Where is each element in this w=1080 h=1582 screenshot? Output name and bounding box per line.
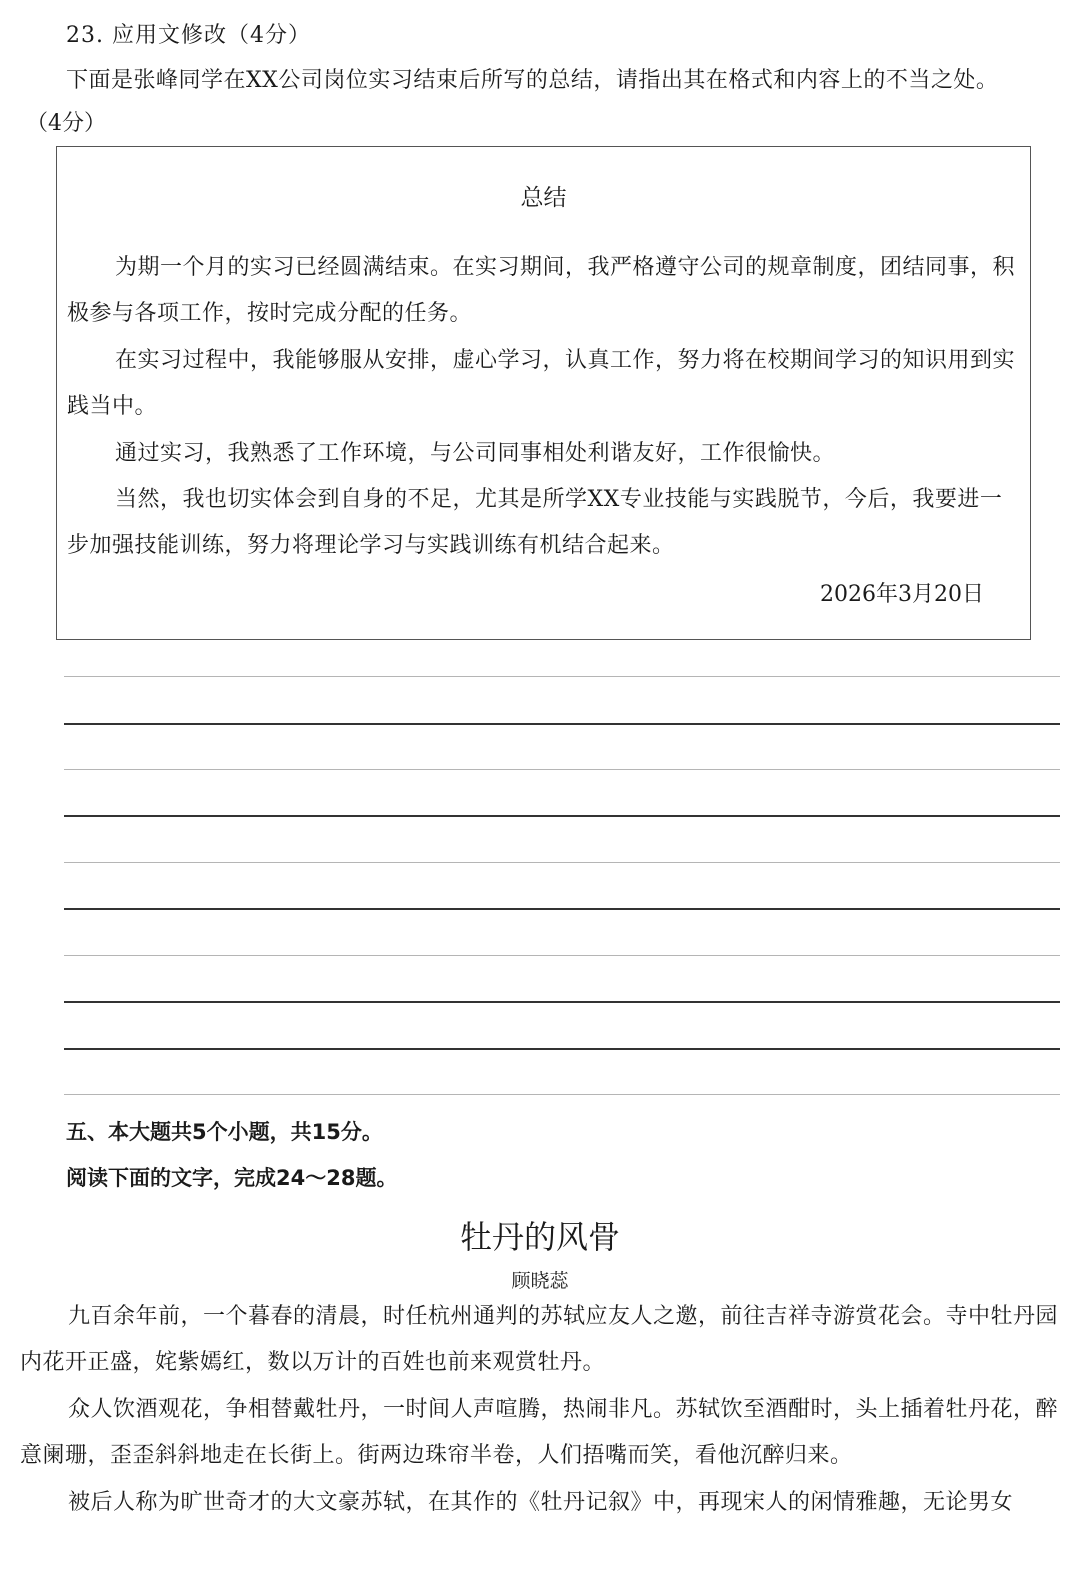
answer-line[interactable]: [64, 862, 1060, 863]
answer-line[interactable]: [64, 908, 1060, 910]
answer-line[interactable]: [64, 1048, 1060, 1050]
summary-title: 总结: [520, 185, 567, 211]
question-title: 23. 应用文修改（4分）: [66, 23, 311, 48]
answer-line[interactable]: [64, 815, 1060, 817]
summary-paragraph: 当然，我也切实体会到自身的不足，尤其是所学XX专业技能与实践脱节，今后，我要进一步加强技能训练，努力将理论学习与实践训练有机结合起来。: [67, 487, 1003, 558]
summary-paragraph: 通过实习，我熟悉了工作环境，与公司同事相处利谐友好，工作很愉快。: [115, 441, 836, 466]
summary-date: 2026年3月20日: [820, 582, 984, 607]
summary-paragraph: 为期一个月的实习已经圆满结束。在实习期间，我严格遵守公司的规章制度，团结同事，积极参与各项工作，按时完成分配的任务。: [67, 255, 1016, 326]
answer-line[interactable]: [64, 769, 1060, 770]
article-paragraph: 众人饮酒观花，争相替戴牡丹，一时间人声喧腾，热闹非凡。苏轼饮至酒酣时，头上插着牡丹花，醉意阑珊，歪歪斜斜地走在长街上。街两边珠帘半卷，人们捂嘴而笑，看他沉醉归来。: [20, 1397, 1059, 1468]
section-heading: 五、本大题共5个小题，共15分。: [66, 1120, 383, 1144]
article-paragraph: 被后人称为旷世奇才的大文豪苏轼，在其作的《牡丹记叙》中，再现宋人的闲情雅趣，无论男女: [68, 1490, 1014, 1515]
article-title: 牡丹的风骨: [459, 1218, 620, 1256]
answer-line[interactable]: [64, 723, 1060, 725]
summary-paragraph: 在实习过程中，我能够服从安排，虚心学习，认真工作，努力将在校期间学习的知识用到实践当中。: [67, 348, 1016, 419]
question-prompt: 下面是张峰同学在XX公司岗位实习结束后所写的总结，请指出其在格式和内容上的不当之处。: [66, 68, 999, 93]
section-instruction: 阅读下面的文字，完成24～28题。: [66, 1166, 398, 1190]
answer-line[interactable]: [64, 1001, 1060, 1003]
answer-line[interactable]: [64, 676, 1060, 677]
article-paragraph: 九百余年前，一个暮春的清晨，时任杭州通判的苏轼应友人之邀，前往吉祥寺游赏花会。寺中牡丹园内花开正盛，姹紫嫣红，数以万计的百姓也前来观赏牡丹。: [20, 1304, 1059, 1375]
answer-line[interactable]: [64, 955, 1060, 956]
summary-box: [56, 146, 1031, 640]
question-points: （4分）: [26, 111, 106, 136]
article-author: 顾晓蕊: [511, 1270, 569, 1292]
answer-line[interactable]: [64, 1094, 1060, 1095]
